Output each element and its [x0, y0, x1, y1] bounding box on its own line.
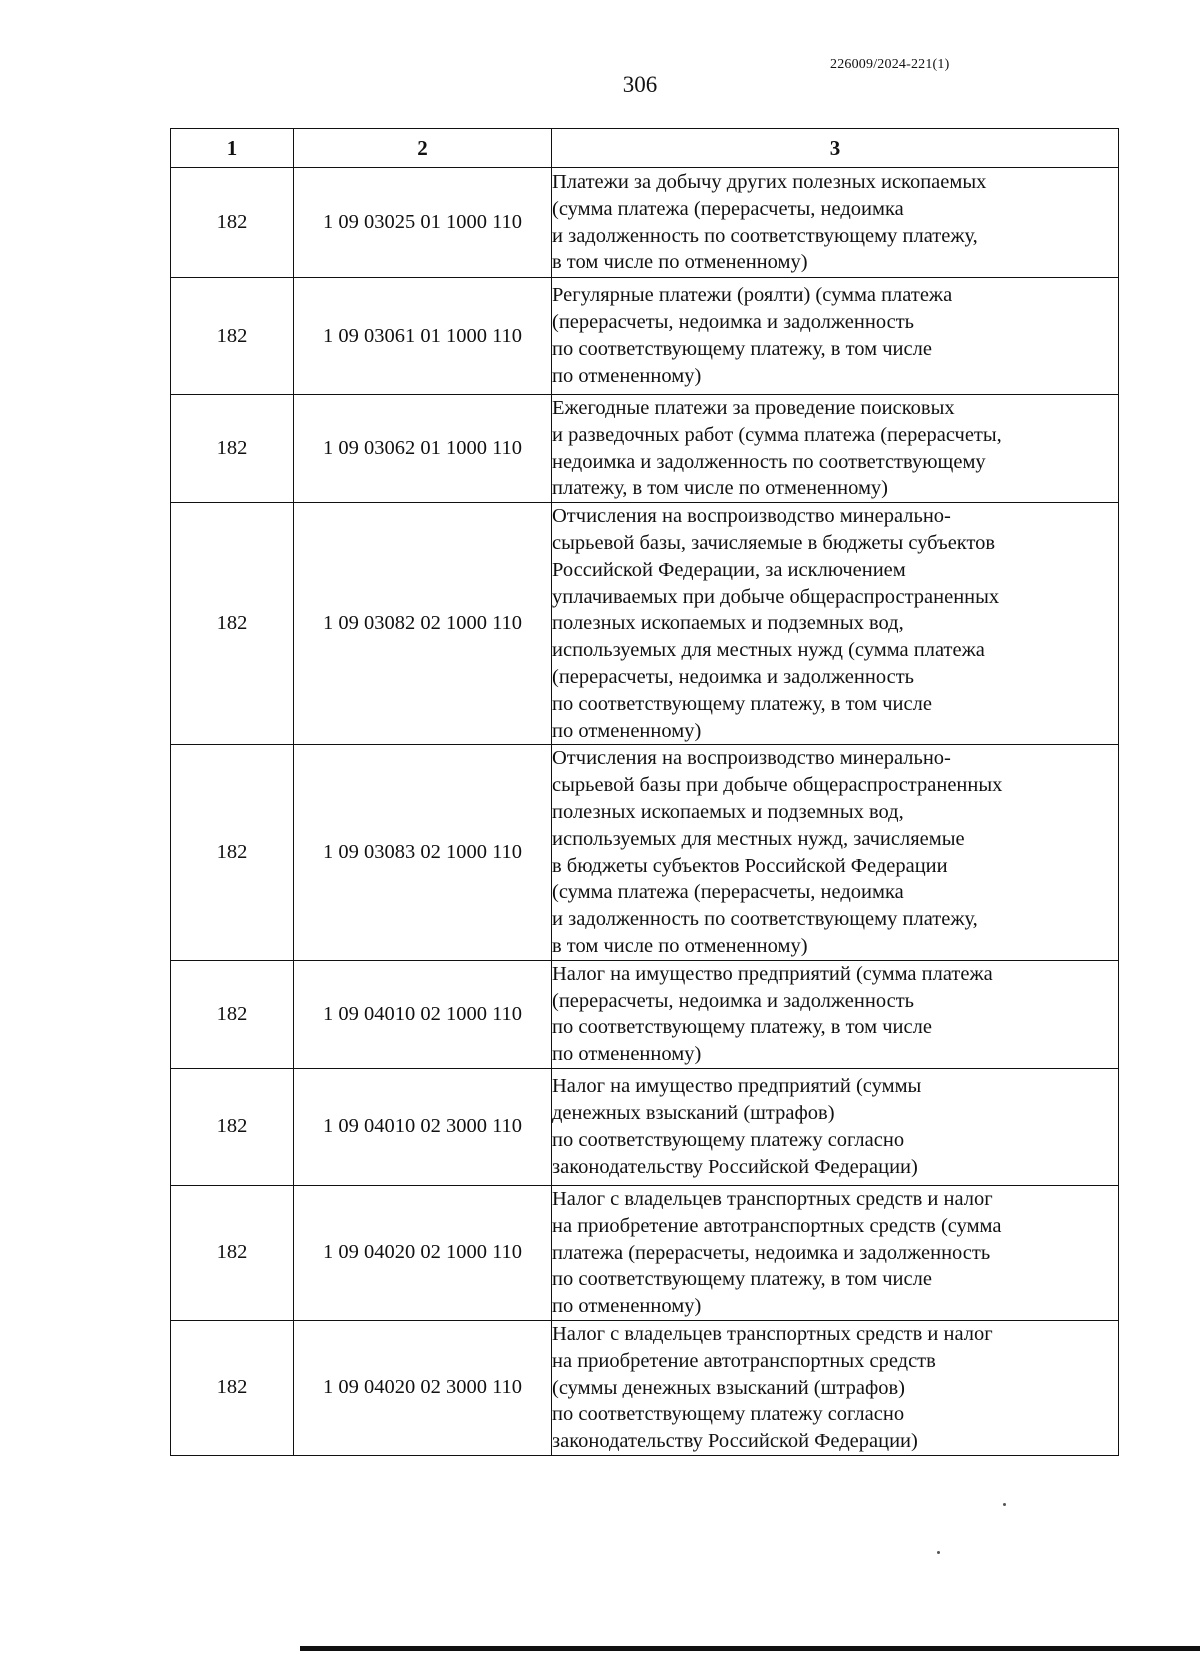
- budget-codes-table: [170, 128, 1119, 1456]
- description-line: (сумма платежа (перерасчеты, недоимка: [552, 197, 904, 220]
- admin-code-cell: 182: [171, 1068, 294, 1185]
- description-cell: [552, 395, 1119, 503]
- description-line: Регулярные платежи (роялти) (сумма платежа: [552, 284, 953, 307]
- description-line: по соответствующему платежу согласно: [552, 1128, 905, 1151]
- description-line: по соответствующему платежу согласно: [552, 1403, 905, 1426]
- description-line: законодательству Российской Федерации): [552, 1155, 918, 1178]
- description-line: на приобретение автотранспортных средств: [552, 1349, 936, 1372]
- description-line: Отчисления на воспроизводство минерально-: [552, 747, 951, 770]
- budget-classification-code-cell: 1 09 03062 01 1000 110: [294, 395, 552, 503]
- description-line: по соответствующему платежу, в том числе: [552, 1268, 932, 1291]
- description-line: Налог на имущество предприятий (суммы: [552, 1075, 922, 1098]
- description-line: по соответствующему платежу, в том числе: [552, 1016, 932, 1039]
- description-cell: [552, 168, 1119, 278]
- scan-speck: [1003, 1503, 1006, 1506]
- description-line: Налог на имущество предприятий (сумма платежа: [552, 962, 993, 985]
- description-line: (суммы денежных взысканий (штрафов): [552, 1376, 906, 1399]
- description-line: полезных ископаемых и подземных вод,: [552, 612, 904, 635]
- document-number: 226009/2024-221(1): [830, 57, 950, 72]
- description-line: Налог с владельцев транспортных средств и налог: [552, 1187, 993, 1210]
- scan-speck: [937, 1551, 940, 1554]
- budget-classification-code-cell: 1 09 03082 02 1000 110: [294, 503, 552, 745]
- admin-code-cell: 182: [171, 168, 294, 278]
- description-line: Ежегодные платежи за проведение поисковых: [552, 397, 955, 419]
- description-line: (перерасчеты, недоимка и задолженность: [552, 989, 915, 1012]
- description-line: (сумма платежа (перерасчеты, недоимка: [552, 881, 904, 904]
- admin-code-cell: 182: [171, 1185, 294, 1320]
- table-row: [171, 1185, 1119, 1320]
- table-row: [171, 745, 1119, 960]
- budget-classification-code-cell: 1 09 04010 02 3000 110: [294, 1068, 552, 1185]
- description-line: и разведочных работ (сумма платежа (перерасчеты,: [552, 423, 1002, 446]
- budget-classification-code-cell: 1 09 03061 01 1000 110: [294, 278, 552, 395]
- description-line: законодательству Российской Федерации): [552, 1430, 918, 1453]
- budget-classification-code-cell: 1 09 03083 02 1000 110: [294, 745, 552, 960]
- description-line: по соответствующему платежу, в том числе: [552, 692, 932, 715]
- description-line: в бюджеты субъектов Российской Федерации: [552, 854, 948, 877]
- description-line: по отмененному): [552, 364, 702, 387]
- budget-classification-code-cell: 1 09 03025 01 1000 110: [294, 168, 552, 278]
- description-cell: [552, 745, 1119, 960]
- description-cell: [552, 1068, 1119, 1185]
- description-cell: [552, 960, 1119, 1068]
- budget-classification-code-cell: 1 09 04020 02 3000 110: [294, 1320, 552, 1455]
- description-line: полезных ископаемых и подземных вод,: [552, 800, 904, 823]
- description-line: в том числе по отмененному): [552, 251, 808, 274]
- description-line: по отмененному): [552, 719, 702, 742]
- description-line: сырьевой базы, зачисляемые в бюджеты субъектов: [552, 531, 996, 554]
- description-cell: [552, 1185, 1119, 1320]
- description-line: Отчисления на воспроизводство минерально-: [552, 505, 951, 528]
- description-line: используемых для местных нужд (сумма платежа: [552, 639, 985, 662]
- table-header-row: [171, 129, 1119, 168]
- description-line: денежных взысканий (штрафов): [552, 1102, 835, 1125]
- description-line: по отмененному): [552, 1043, 702, 1066]
- table-row: [171, 960, 1119, 1068]
- description-line: Налог с владельцев транспортных средств и налог: [552, 1322, 993, 1345]
- page-number: 306: [622, 72, 658, 97]
- description-line: недоимка и задолженность по соответствующему: [552, 450, 986, 473]
- budget-classification-code-cell: 1 09 04010 02 1000 110: [294, 960, 552, 1068]
- description-line: (перерасчеты, недоимка и задолженность: [552, 665, 915, 688]
- description-line: платежу, в том числе по отмененному): [552, 477, 888, 500]
- description-cell: [552, 1320, 1119, 1455]
- table-row: [171, 1320, 1119, 1455]
- description-line: сырьевой базы при добыче общераспространенных: [552, 774, 1003, 797]
- table-row: [171, 503, 1119, 745]
- description-line: Платежи за добычу других полезных ископаемых: [552, 170, 987, 193]
- column-header-2: 2: [294, 129, 552, 168]
- admin-code-cell: 182: [171, 960, 294, 1068]
- admin-code-cell: 182: [171, 1320, 294, 1455]
- description-line: по отмененному): [552, 1295, 702, 1318]
- description-line: по соответствующему платежу, в том числе: [552, 338, 932, 360]
- description-line: Российской Федерации, за исключением: [552, 558, 906, 581]
- admin-code-cell: 182: [171, 503, 294, 745]
- description-line: уплачиваемых при добыче общераспространенных: [552, 585, 1000, 608]
- description-line: (перерасчеты, недоимка и задолженность: [552, 311, 915, 334]
- column-header-3: 3: [552, 129, 1119, 168]
- table-row: [171, 395, 1119, 503]
- column-header-1: 1: [171, 129, 294, 168]
- description-line: платежа (перерасчеты, недоимка и задолженность: [552, 1241, 991, 1264]
- description-line: и задолженность по соответствующему платежу,: [552, 908, 978, 931]
- admin-code-cell: 182: [171, 278, 294, 395]
- admin-code-cell: 182: [171, 745, 294, 960]
- admin-code-cell: 182: [171, 395, 294, 503]
- description-cell: [552, 503, 1119, 745]
- table-row: [171, 1068, 1119, 1185]
- description-cell: [552, 278, 1119, 395]
- budget-classification-code-cell: 1 09 04020 02 1000 110: [294, 1185, 552, 1320]
- description-line: на приобретение автотранспортных средств (сумма: [552, 1214, 1002, 1237]
- table-row: [171, 278, 1119, 395]
- description-line: и задолженность по соответствующему платежу,: [552, 224, 978, 247]
- description-line: используемых для местных нужд, зачисляемые: [552, 827, 965, 850]
- description-line: в том числе по отмененному): [552, 934, 808, 957]
- scan-edge-line: [300, 1646, 1200, 1651]
- table-row: [171, 168, 1119, 278]
